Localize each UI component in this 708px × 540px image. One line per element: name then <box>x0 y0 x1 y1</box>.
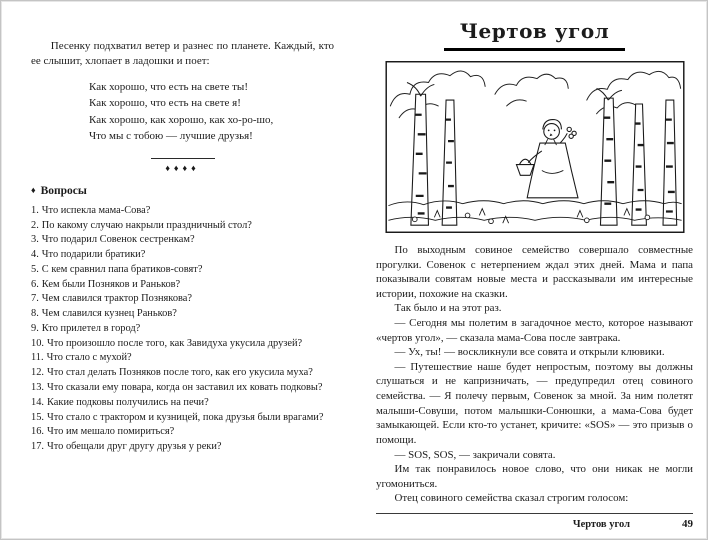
question-number: 15. <box>31 411 44 423</box>
song-verse <box>31 79 334 145</box>
question-number: 7. <box>31 293 39 305</box>
question-number: 8. <box>31 308 39 320</box>
question-item <box>31 248 334 263</box>
question-item <box>31 366 334 381</box>
question-number: 12. <box>31 367 44 379</box>
question-text: Что стало с трактором и кузницей, пока друзья были врагами? <box>47 411 324 423</box>
question-number: 4. <box>31 249 39 261</box>
question-number: 14. <box>31 396 44 408</box>
question-number: 1. <box>31 204 39 216</box>
question-number: 16. <box>31 426 44 438</box>
verse-line: Как хорошо, что есть на свете я! <box>89 97 241 110</box>
question-text: Что подарили братики? <box>41 249 146 261</box>
right-page <box>352 1 707 540</box>
question-item <box>31 351 334 366</box>
question-number: 9. <box>31 322 39 334</box>
question-text: Что стало с мухой? <box>46 352 132 364</box>
question-text: Что испекла мама-Сова? <box>41 204 151 216</box>
question-text: Чем славился трактор Познякова? <box>41 293 193 305</box>
question-text: Кем были Позняков и Раньков? <box>41 278 181 290</box>
question-item <box>31 233 334 248</box>
intro-paragraph: Песенку подхватил ветер и разнес по планете. Каждый, кто ее слышит, хлопает в ладошки и поет: <box>31 40 335 68</box>
story-paragraph: — Ух, ты! — воскликнули все совята и открыли клювики. <box>394 346 665 359</box>
verse-line: Что мы с тобою — лучшие друзья! <box>89 130 253 143</box>
question-number: 17. <box>31 441 44 453</box>
question-text: Что им мешало помириться? <box>47 426 175 438</box>
question-item <box>31 219 334 234</box>
question-item <box>31 411 334 426</box>
question-item <box>31 381 334 396</box>
story-text <box>376 243 693 506</box>
story-paragraph: Отец совиного семейства сказал строгим голосом: <box>394 492 629 505</box>
question-text: Какие подковы получились на печи? <box>47 396 209 408</box>
page-footer <box>376 513 693 530</box>
question-text: Чем славился кузнец Раньков? <box>41 308 177 320</box>
question-item <box>31 278 334 293</box>
story-paragraph: — SOS, SOS, — закричали совята. <box>394 448 556 461</box>
question-item <box>31 263 334 278</box>
question-number: 2. <box>31 219 39 231</box>
running-title: Чертов угол <box>572 519 630 530</box>
questions-heading-label: Вопросы <box>40 184 87 197</box>
diamond-divider: ♦♦♦♦ <box>165 162 200 173</box>
question-item <box>31 204 334 219</box>
story-paragraph: По выходным совиное семейство совершало совместные прогулки. Совенок с нетерпением ждал этих дней. Мама и папа показывали совятам новые места и рассказывали им интересные истории, похожие на сказки. <box>376 244 693 300</box>
story-paragraph: Им так понравилось новое слово, что они никак не могли угомониться. <box>376 463 693 490</box>
forest-scene <box>382 61 688 233</box>
question-text: Кто прилетел в город? <box>41 322 141 334</box>
question-text: Что сказали ему повара, когда он заставил их ковать подковы? <box>47 381 323 393</box>
left-page <box>1 1 352 540</box>
question-text: По какому случаю накрыли праздничный стол? <box>41 219 252 231</box>
diamond-icon: ♦ <box>31 184 36 195</box>
story-paragraph: Так было и на этот раз. <box>394 302 502 315</box>
question-number: 6. <box>31 278 39 290</box>
question-number: 3. <box>31 234 39 246</box>
story-paragraph: — Сегодня мы полетим в загадочное место, которое называют «чертов угол», — сказала мама-Сова после завтрака. <box>376 317 693 344</box>
question-item <box>31 337 334 352</box>
question-text: Что обещали друг другу друзья у реки? <box>47 441 222 453</box>
verse-line: Как хорошо, как хорошо, как хо-ро-шо, <box>89 113 274 126</box>
verse-line: Как хорошо, что есть на свете ты! <box>89 80 248 93</box>
question-text: Что стал делать Позняков после того, как его укусила муха? <box>47 367 313 379</box>
question-item <box>31 322 334 337</box>
question-number: 10. <box>31 337 44 349</box>
question-text: С кем сравнил папа братиков-совят? <box>41 263 203 275</box>
question-text: Что произошло после того, как Завидуха укусила друзей? <box>47 337 303 349</box>
story-paragraph: — Путешествие наше будет непростым, поэтому вы должны слушаться и не капризничать, — предупредил отец совиного семейства. — Я полечу первым, Совенок за мной. За ним полетят малыши-Совуши, потом малышки-Сонюшки, а мама-Сова будет замыкающей. Если кто-то устанет, кричите: «SOS» — это призыв о помощи. <box>376 360 693 446</box>
questions-heading <box>31 185 334 197</box>
question-item <box>31 396 334 411</box>
page-number: 49 <box>682 518 693 530</box>
question-number: 5. <box>31 263 39 275</box>
question-number: 13. <box>31 381 44 393</box>
section-divider-rule <box>151 158 215 159</box>
chapter-title-wrap <box>376 19 693 51</box>
forest-illustration <box>382 61 688 233</box>
question-number: 11. <box>31 352 44 364</box>
question-item <box>31 292 334 307</box>
chapter-title: Чертов угол <box>444 19 626 51</box>
question-text: Что подарил Совенок сестренкам? <box>41 234 195 246</box>
question-item <box>31 440 334 455</box>
questions-list <box>31 204 334 455</box>
question-item <box>31 307 334 322</box>
question-item <box>31 425 334 440</box>
